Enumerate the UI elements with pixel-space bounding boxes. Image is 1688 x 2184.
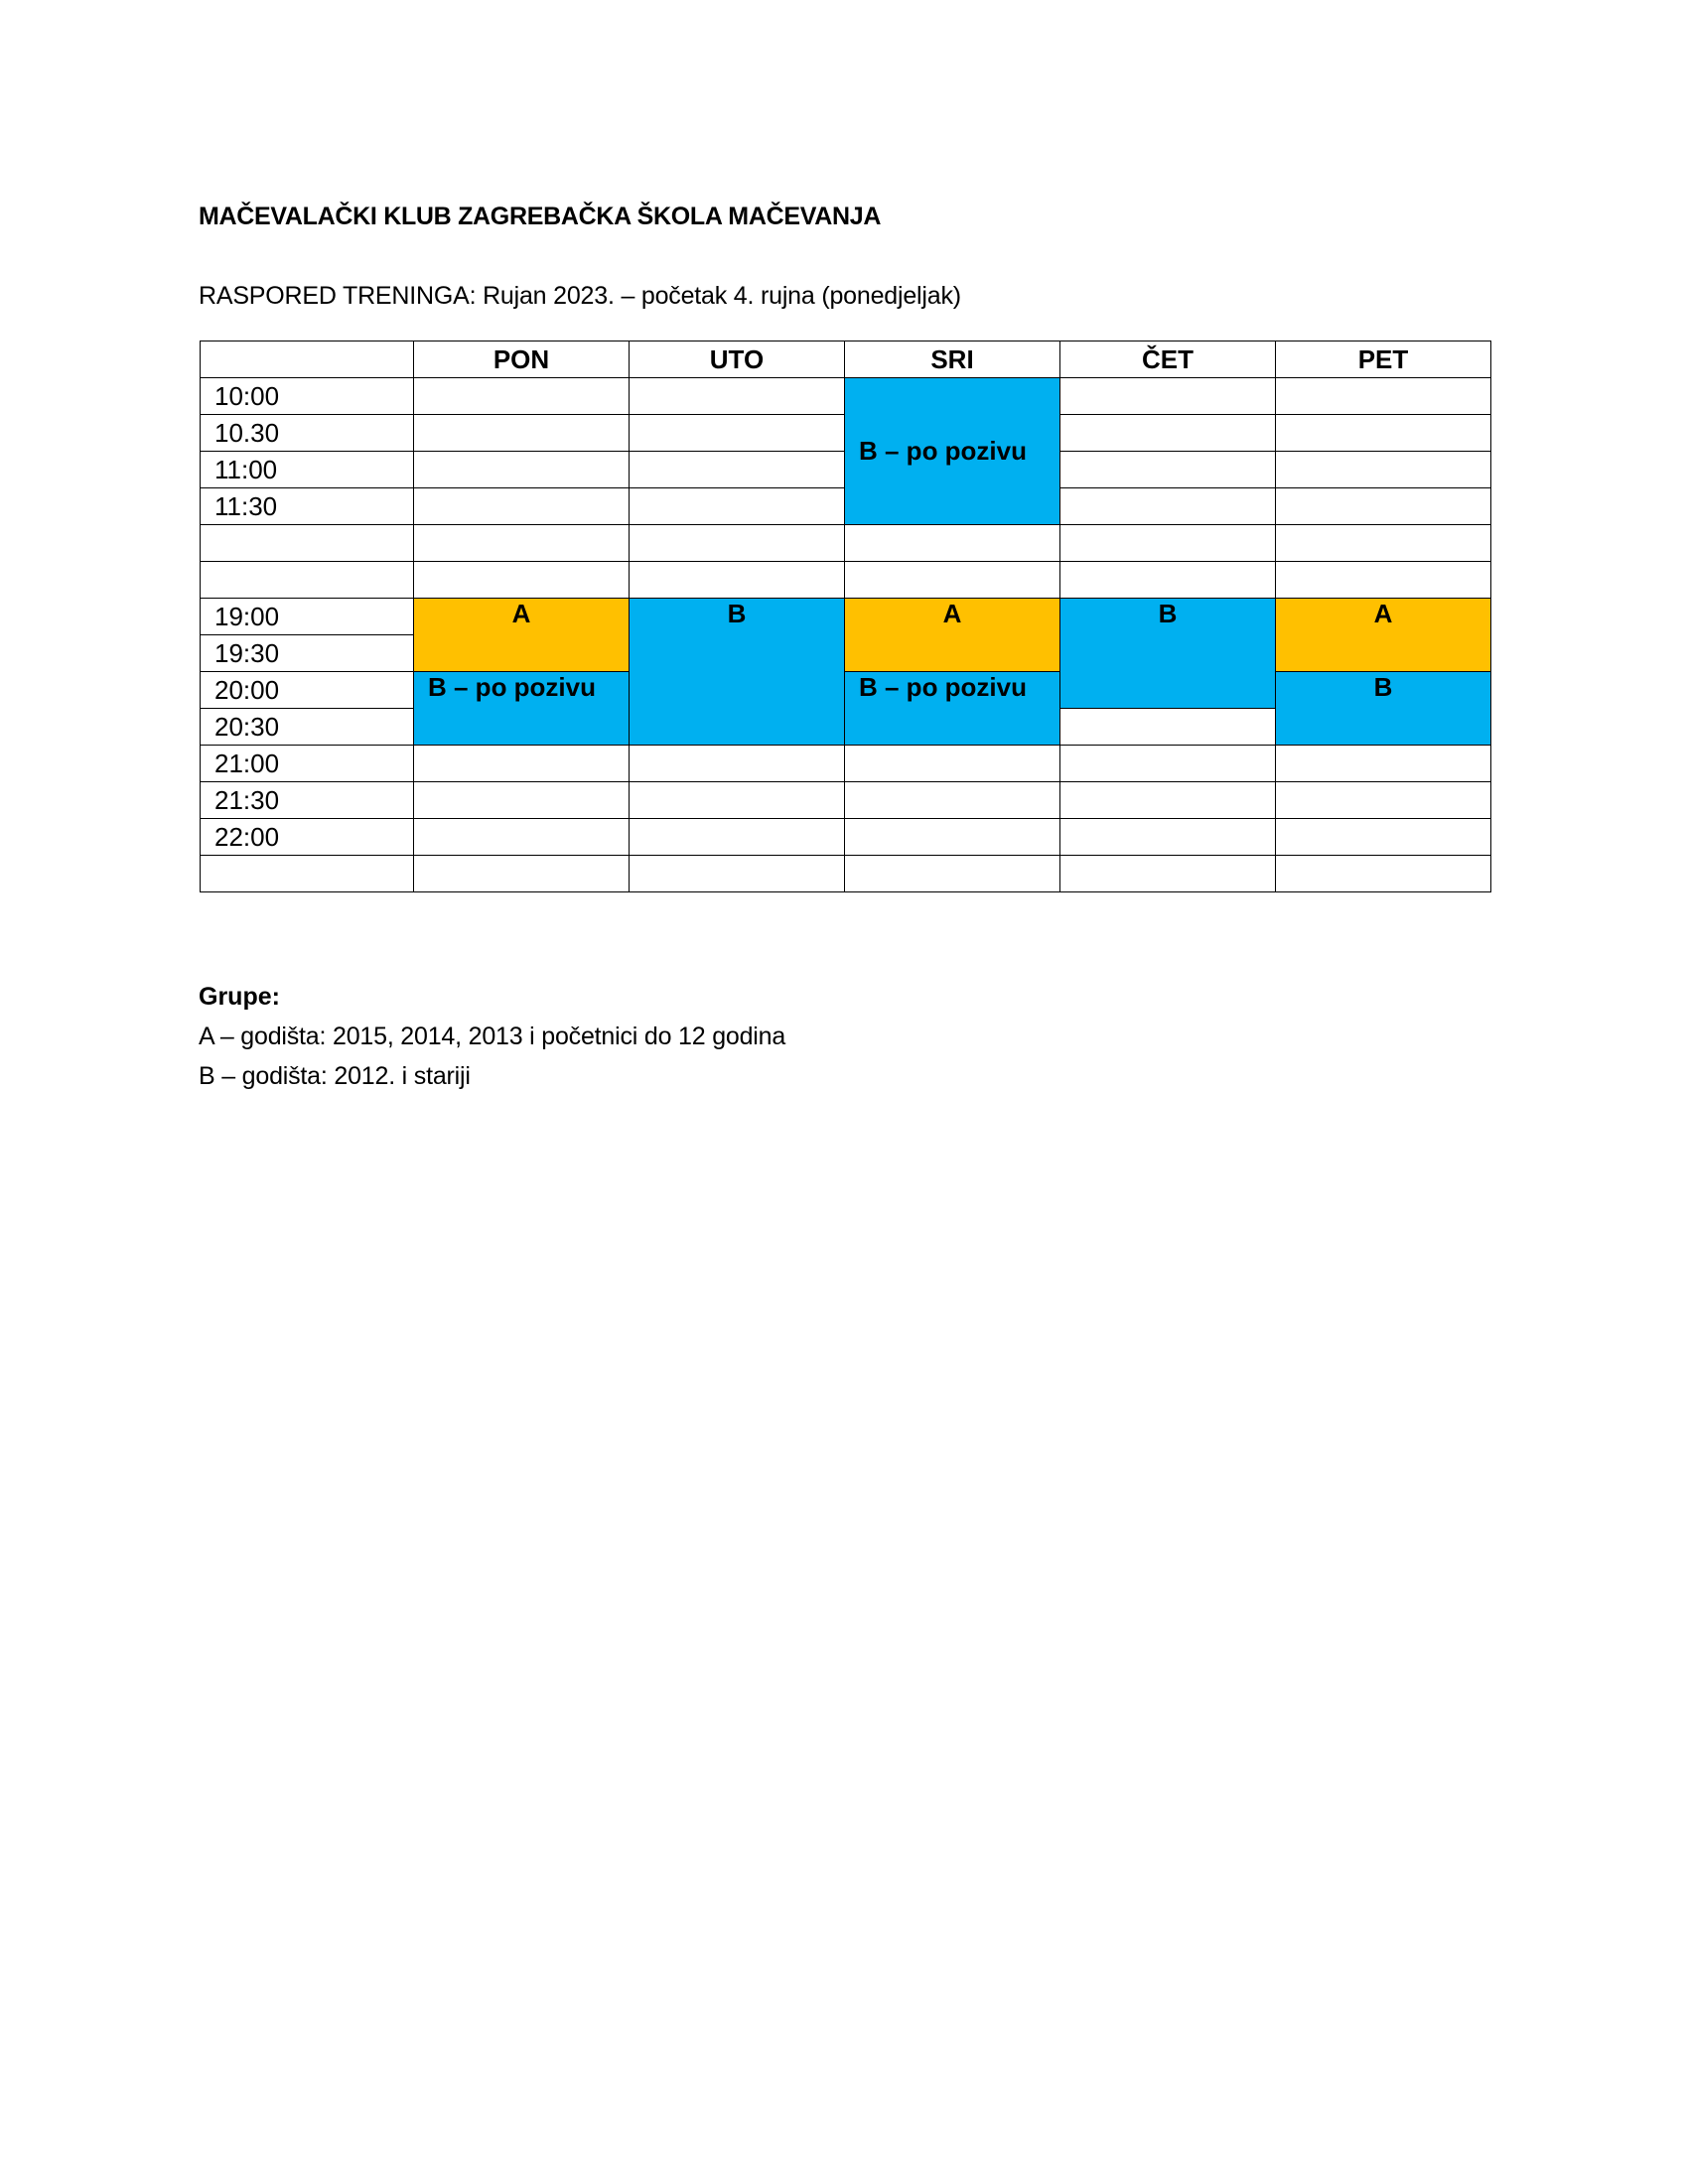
legend-title: Grupe: xyxy=(199,983,280,1011)
empty-cell xyxy=(1276,782,1491,819)
empty-cell xyxy=(414,488,630,525)
time-cell: 21:30 xyxy=(201,782,414,819)
block-pon-a: A xyxy=(414,599,630,672)
time-cell: 10.30 xyxy=(201,415,414,452)
empty-cell xyxy=(630,488,845,525)
time-cell: 10:00 xyxy=(201,378,414,415)
empty-cell xyxy=(1060,378,1276,415)
empty-cell xyxy=(1060,709,1276,746)
header-day-cet: ČET xyxy=(1060,341,1276,378)
time-cell: 22:00 xyxy=(201,819,414,856)
header-empty-cell xyxy=(201,341,414,378)
empty-cell xyxy=(1060,782,1276,819)
table-row xyxy=(201,599,1491,635)
empty-cell xyxy=(630,415,845,452)
header-day-pet: PET xyxy=(1276,341,1491,378)
empty-cell xyxy=(1060,415,1276,452)
empty-cell xyxy=(1060,452,1276,488)
empty-cell xyxy=(630,782,845,819)
empty-cell xyxy=(414,746,630,782)
empty-cell xyxy=(845,562,1060,599)
empty-cell xyxy=(1060,562,1276,599)
page-subtitle: RASPORED TRENINGA: Rujan 2023. – početak 4. rujna (ponedjeljak) xyxy=(199,282,961,310)
table-header-row xyxy=(201,341,1491,378)
table-row xyxy=(201,746,1491,782)
time-cell: 19:30 xyxy=(201,635,414,672)
empty-cell xyxy=(1276,415,1491,452)
block-cet-b: B xyxy=(1060,599,1276,709)
empty-cell xyxy=(630,562,845,599)
empty-cell xyxy=(1276,746,1491,782)
empty-cell xyxy=(1276,819,1491,856)
legend-line-a: A – godišta: 2015, 2014, 2013 i početnici do 12 godina xyxy=(199,1023,786,1050)
empty-cell xyxy=(414,525,630,562)
block-pon-b: B – po pozivu xyxy=(414,672,630,746)
empty-cell xyxy=(630,452,845,488)
empty-cell xyxy=(1276,525,1491,562)
empty-cell xyxy=(414,415,630,452)
block-sri-a: A xyxy=(845,599,1060,672)
empty-cell xyxy=(414,819,630,856)
empty-cell xyxy=(1276,452,1491,488)
empty-cell xyxy=(845,782,1060,819)
table-row xyxy=(201,525,1491,562)
table-row xyxy=(201,819,1491,856)
block-sri-morning-b: B – po pozivu xyxy=(845,378,1060,525)
table-row xyxy=(201,856,1491,892)
header-day-uto: UTO xyxy=(630,341,845,378)
empty-cell xyxy=(414,378,630,415)
page-title: MAČEVALAČKI KLUB ZAGREBAČKA ŠKOLA MAČEVANJA xyxy=(199,203,882,230)
empty-cell xyxy=(630,378,845,415)
empty-cell xyxy=(1276,488,1491,525)
time-cell: 11:00 xyxy=(201,452,414,488)
empty-cell xyxy=(1060,525,1276,562)
empty-cell xyxy=(1060,488,1276,525)
header-day-pon: PON xyxy=(414,341,630,378)
empty-cell xyxy=(845,746,1060,782)
empty-cell xyxy=(414,562,630,599)
block-uto-b: B xyxy=(630,599,845,746)
empty-cell xyxy=(1060,856,1276,892)
empty-cell xyxy=(1276,856,1491,892)
table-row xyxy=(201,562,1491,599)
empty-cell xyxy=(1060,746,1276,782)
time-cell xyxy=(201,562,414,599)
table-row xyxy=(201,378,1491,415)
header-day-sri: SRI xyxy=(845,341,1060,378)
empty-cell xyxy=(630,525,845,562)
empty-cell xyxy=(414,452,630,488)
time-cell: 20:00 xyxy=(201,672,414,709)
empty-cell xyxy=(630,819,845,856)
empty-cell xyxy=(845,819,1060,856)
empty-cell xyxy=(414,856,630,892)
time-cell: 21:00 xyxy=(201,746,414,782)
time-cell xyxy=(201,856,414,892)
empty-cell xyxy=(845,856,1060,892)
legend-line-b: B – godišta: 2012. i stariji xyxy=(199,1062,471,1090)
empty-cell xyxy=(630,746,845,782)
empty-cell xyxy=(845,525,1060,562)
time-cell: 19:00 xyxy=(201,599,414,635)
block-sri-b: B – po pozivu xyxy=(845,672,1060,746)
time-cell xyxy=(201,525,414,562)
table-row xyxy=(201,782,1491,819)
table-row xyxy=(201,672,1491,709)
schedule-table xyxy=(200,341,1491,892)
empty-cell xyxy=(1276,562,1491,599)
empty-cell xyxy=(1060,819,1276,856)
block-pet-a: A xyxy=(1276,599,1491,672)
time-cell: 11:30 xyxy=(201,488,414,525)
empty-cell xyxy=(414,782,630,819)
block-pet-b: B xyxy=(1276,672,1491,746)
time-cell: 20:30 xyxy=(201,709,414,746)
empty-cell xyxy=(1276,378,1491,415)
empty-cell xyxy=(630,856,845,892)
